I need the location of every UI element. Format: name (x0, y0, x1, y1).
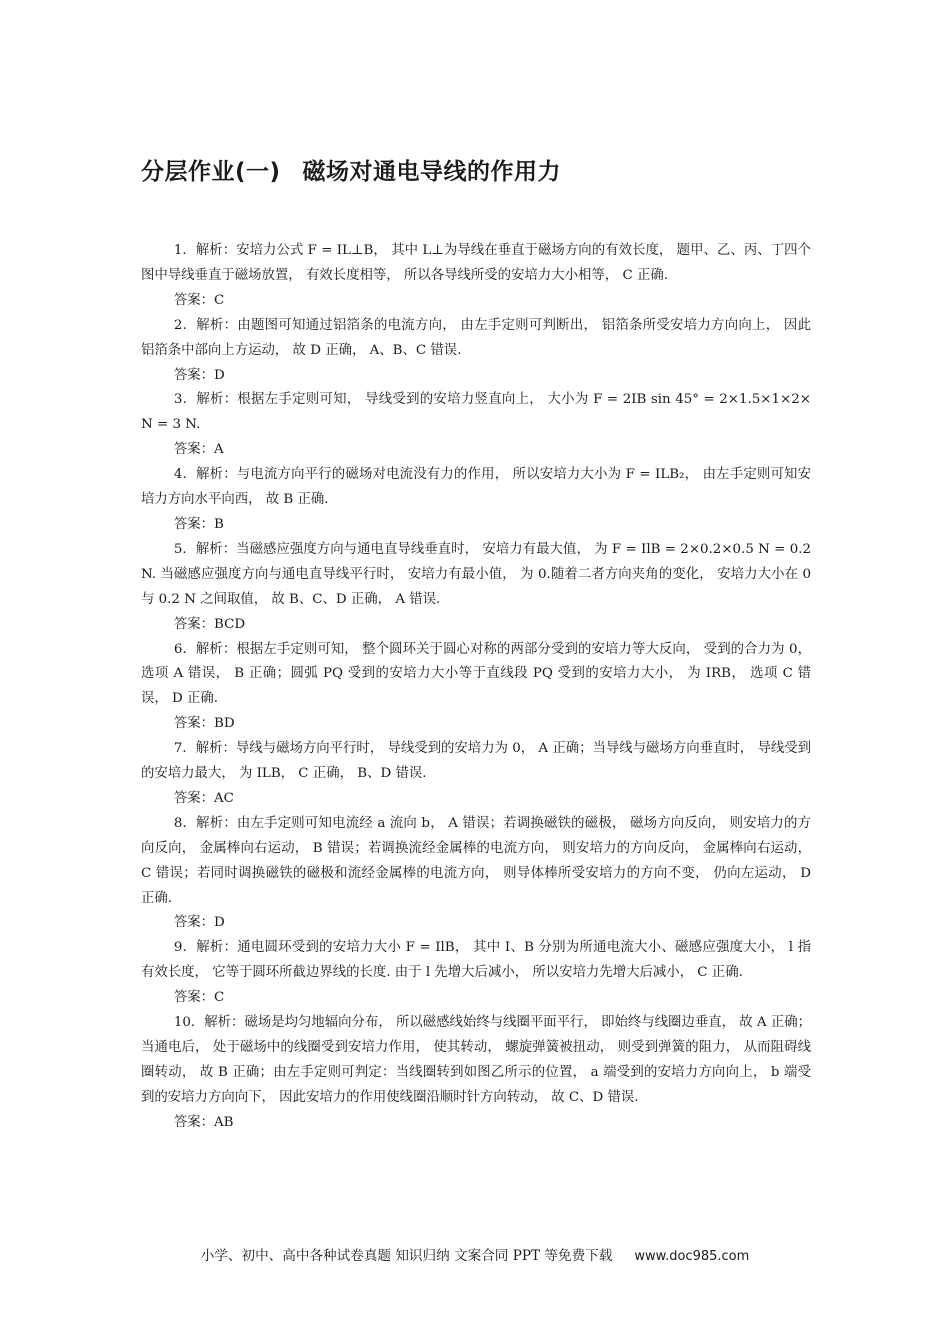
solution-10-answer: 答案：AB (173, 1114, 234, 1130)
page-title (141, 153, 561, 186)
solution-1-answer: 答案：C (173, 292, 225, 308)
solution-9-text: 9．解析：通电圆环受到的安培力大小 F = IlB， 其中 I、B 分别为所通电流大小、磁感应强度大小， l 指有效长度， 它等于圆环所截边界线的长度. 由于 l 先增大后减小， 所以安培力先增大后减小， C 正确. (141, 940, 811, 981)
page-footer (0, 1244, 950, 1264)
solution-7-answer: 答案：AC (173, 790, 234, 806)
solution-9-answer: 答案：C (173, 990, 225, 1006)
solution-4-answer: 答案：B (173, 516, 224, 532)
title-sub: 磁场对通电导线的作用力 (302, 159, 562, 185)
solution-5-text: 5．解析：当磁感应强度方向与通电直导线垂直时， 安培力有最大值， 为 F = IlB = 2×0.2×0.5 N = 0.2 N. 当磁感应强度方向与通电直导线平行时， 安培力有最小值， 为 0.随着二者方向夹角的变化， 安培力大小在 0 与 0.2 N 之间取值， 故 B、C、D 正确， A 错误. (141, 541, 811, 607)
solution-8-text: 8．解析：由左手定则可知电流经 a 流向 b， A 错误；若调换磁铁的磁极， 磁场方向反向， 则安培力的方向反向， 金属棒向右运动， B 错误；若调换流经金属棒的电流方向， 则安培力的方向反向， 金属棒向右运动， C 错误；若同时调换磁铁的磁极和流经金属棒的电流方向， 则导体棒所受安培力的方向不变， 仍向左运动， D 正确. (141, 815, 811, 906)
solution-5-answer: 答案：BCD (173, 616, 246, 632)
footer-text: 小学、初中、高中各种试卷真题 知识归纳 文案合同 PPT 等免费下载 (200, 1248, 613, 1264)
solution-10-text: 10．解析：磁场是均匀地辐向分布， 所以磁感线始终与线圈平面平行， 即始终与线圈边垂直， 故 A 正确；当通电后， 处于磁场中的线圈受到安培力作用， 使其转动， 螺旋弹簧被扭动， 则受到弹簧的阻力， 从而阻碍线圈转动， 故 B 正确；由左手定则可判定：当线圈转到如图乙所示的位置， a 端受到的安培力方向向上， b 端受到的安培力方向向下， 因此安培力的作用使线圈沿顺时针方向转动， 故 C、D 错误. (141, 1015, 812, 1105)
footer-url: www.doc985.com (634, 1249, 750, 1264)
solution-7-text: 7．解析：导线与磁场方向平行时， 导线受到的安培力为 0， A 正确；当导线与磁场方向垂直时， 导线受到的安培力最大， 为 ILB， C 正确， B、D 错误. (141, 741, 812, 782)
solution-8-answer: 答案：D (173, 915, 225, 931)
solution-4-text: 4．解析：与电流方向平行的磁场对电流没有力的作用， 所以安培力大小为 F = ILB₂， 由左手定则可知安培力方向水平向西， 故 B 正确. (141, 467, 811, 508)
solution-1-text: 1．解析：安培力公式 F = IL⊥B， 其中 L⊥为导线在垂直于磁场方向的有效长度， 题甲、乙、丙、丁四个图中导线垂直于磁场放置， 有效长度相等， 所以各导线所受的安培力大小相等， C 正确. (141, 243, 811, 283)
solution-2-text: 2．解析：由题图可知通过铝箔条的电流方向， 由左手定则可判断出， 铝箔条所受安培力方向向上， 因此铝箔条中部向上方运动， 故 D 正确， A、B、C 错误. (141, 317, 811, 358)
title-main: 分层作业(一) (141, 159, 281, 185)
solution-2-answer: 答案：D (173, 367, 225, 383)
solutions-list (141, 239, 811, 1136)
solution-3-text: 3．解析：根据左手定则可知， 导线受到的安培力竖直向上， 大小为 F = 2IB sin 45° = 2×1.5×1×2× N = 3 N. (141, 392, 811, 433)
solution-6-text: 6．解析：根据左手定则可知， 整个圆环关于圆心对称的两部分受到的安培力等大反向， 受到的合力为 0， 选项 A 错误， B 正确；圆弧 PQ 受到的安培力大小等于直线段 PQ 受到的安培力大小， 为 IRB， 选项 C 错误， D 正确. (141, 641, 811, 707)
solution-6-answer: 答案：BD (173, 716, 235, 732)
solution-3-answer: 答案：A (173, 442, 224, 458)
